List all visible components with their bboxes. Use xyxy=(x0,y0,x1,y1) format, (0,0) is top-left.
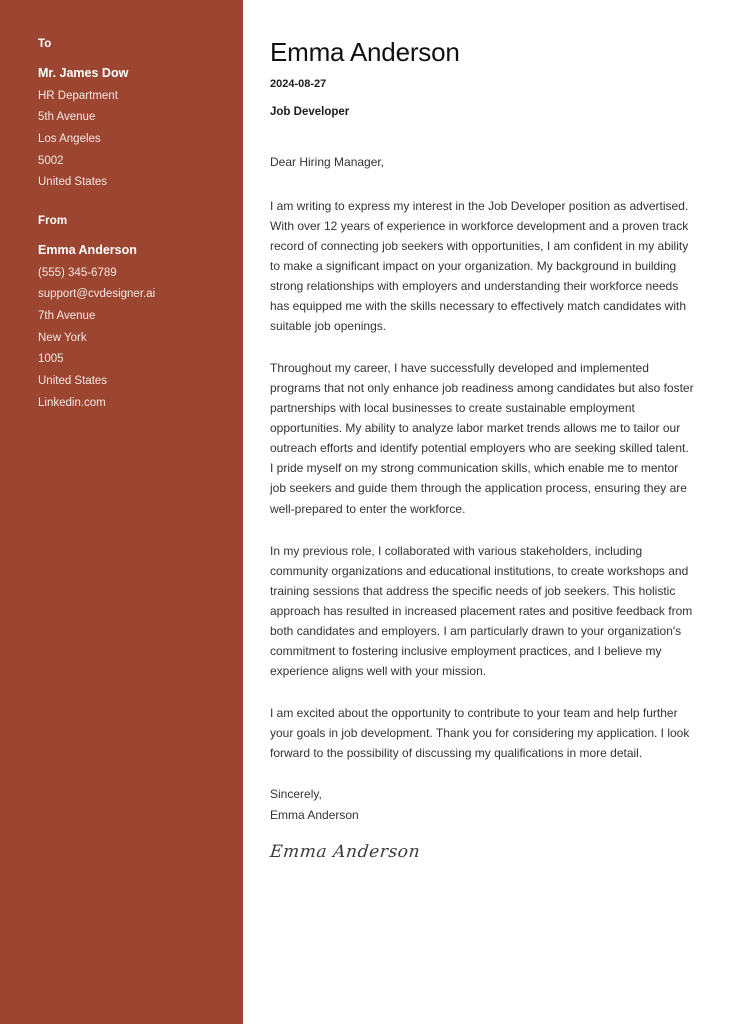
sender-line: New York xyxy=(38,331,87,344)
page-title: Emma Anderson xyxy=(270,37,460,67)
letter-date: 2024-08-27 xyxy=(270,77,327,90)
closing-line: Sincerely, xyxy=(270,786,322,801)
letter-body xyxy=(243,0,730,1024)
signature-script: Emma Anderson xyxy=(268,842,422,863)
recipient-line: 5002 xyxy=(38,154,64,167)
letter-role: Job Developer xyxy=(270,106,350,119)
letter-paragraph: In my previous role, I collaborated with various stakeholders, including community organizations and educational institutions, to create workshops and training sessions that address the specific needs of job seekers. This holistic approach has resulted in increased placement rates and positive feedback from both candidates and employers. I am particularly drawn to your organization's commitment to fostering inclusive employment practices, and I believe my experience aligns well with your mission. xyxy=(270,543,693,678)
recipient-block xyxy=(38,38,213,191)
recipient-line: United States xyxy=(38,176,108,189)
recipient-line: 5th Avenue xyxy=(38,111,96,124)
sender-line: 7th Avenue xyxy=(38,310,96,323)
recipient-line: Los Angeles xyxy=(38,133,101,146)
sender-name: Emma Anderson xyxy=(38,242,137,257)
salutation: Dear Hiring Manager, xyxy=(270,154,385,169)
closing-name: Emma Anderson xyxy=(270,808,359,823)
sender-block xyxy=(38,215,213,411)
recipient-line: HR Department xyxy=(38,89,118,102)
letter-paragraph: I am writing to express my interest in the Job Developer position as advertised. With over 12 years of experience in workforce development and a proven track record of connecting job seekers with opportunities, I am confident in my ability to make a significant impact on your organization. My background in building strong relationships with employers and understanding their workforce needs has equipped me with the skills necessary to effectively match candidates with suitable job openings. xyxy=(270,199,689,334)
recipient-name: Mr. James Dow xyxy=(38,65,129,80)
letter-paragraph: I am excited about the opportunity to contribute to your team and help further your goals in job development. Thank you for considering my application. I look forward to the possibility of discussing my qualifications in more detail. xyxy=(270,705,690,760)
from-label: From xyxy=(38,215,68,228)
letter-paragraph: Throughout my career, I have successfully developed and implemented programs that not only enhance job readiness among candidates but also foster partnerships with local businesses to create sustainable employment opportunities. My ability to analyze labor market trends allows me to tailor our outreach efforts and identify potential employers who are seeking skilled talent. I pride myself on my strong communication skills, which enable me to mentor job seekers and guide them through the application process, ensuring they are well-prepared to enter the workforce. xyxy=(270,361,694,516)
sidebar-contact-panel xyxy=(0,0,243,1024)
sender-line: 1005 xyxy=(38,353,64,366)
sender-email: support@cvdesigner.ai xyxy=(38,288,156,301)
sender-phone: (555) 345-6789 xyxy=(38,266,117,279)
sender-line: United States xyxy=(38,375,108,388)
sender-linkedin: Linkedin.com xyxy=(38,396,106,409)
to-label: To xyxy=(38,38,52,50)
